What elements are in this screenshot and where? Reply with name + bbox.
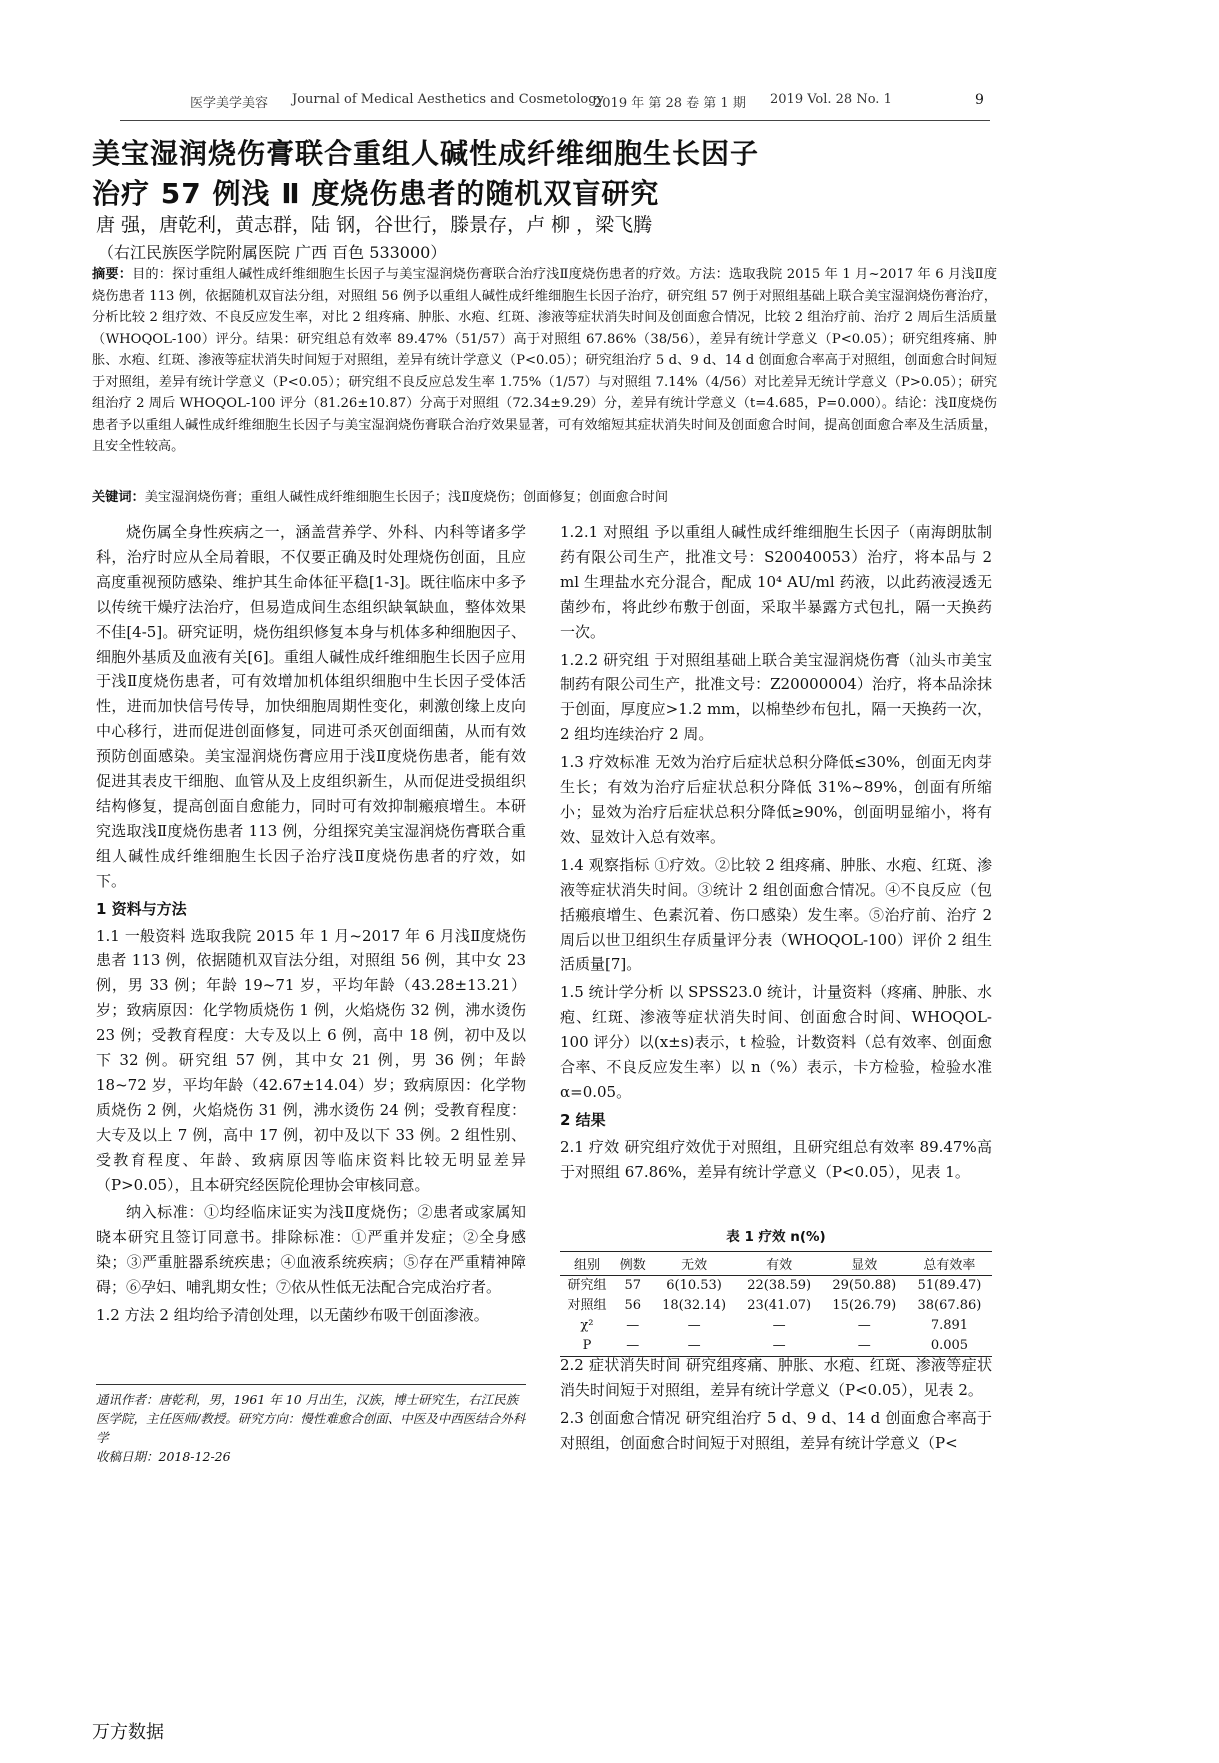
section-heading-results: 2 结果 (560, 1110, 606, 1129)
table-cell: — (772, 1318, 786, 1333)
table-header-cell: 组别 (573, 1258, 600, 1273)
right-column (560, 520, 992, 1188)
footnote (96, 1390, 526, 1466)
table-cell: — (857, 1318, 871, 1333)
table-cell: 22(38.59) (747, 1278, 812, 1293)
right-column-lower (560, 1353, 992, 1459)
table-row (560, 1296, 992, 1316)
efficacy-table (560, 1251, 992, 1357)
corresponding-author-note: 通讯作者：唐乾利，男，1961 年 10 月出生，汉族，博士研究生，右江民族医学院，主任医师/教授。研究方向：慢性难愈合创面、中医及中西医结合外科学 (96, 1392, 526, 1445)
table-header-cell: 例数 (619, 1258, 646, 1273)
table-cell: 38(67.86) (917, 1298, 982, 1313)
issue-en: 2019 Vol. 28 No. 1 (770, 92, 892, 107)
author-list: 唐 强，唐乾利，黄志群，陆 钢，谷世行，滕景存，卢 柳 ，梁飞腾 (96, 214, 653, 236)
paragraph-study-group: 1.2.2 研究组 于对照组基础上联合美宝湿润烧伤膏（汕头市美宝制药有限公司生产，批准文号：Z20000004）治疗，将本品涂抹于创面，厚度应>1.2 mm，以棉垫纱布包扎，隔一天换药一次，2 组均连续治疗 2 周。 (560, 650, 992, 744)
paragraph-efficacy-criteria: 1.3 疗效标准 无效为治疗后症状总积分降低≤30%，创面无肉芽生长；有效为治疗后症状总积分降低 31%~89%，创面有所缩小；显效为治疗后症状总积分降低≥90%，创面明显缩小，将有效、显效计入总有效率。 (560, 753, 992, 846)
table-header-cell: 有效 (766, 1258, 793, 1273)
paragraph-control-group: 1.2.1 对照组 予以重组人碱性成纤维细胞生长因子（南海朗肽制药有限公司生产，批准文号：S20040053）治疗，将本品与 2 ml 生理盐水充分混合，配成 10⁴ AU/ml 药液，以此药液浸透无菌纱布，将此纱布敷于创面，采取半暴露方式包扎，隔一天换药一次。 (560, 523, 992, 641)
section-heading-methods: 1 资料与方法 (96, 899, 187, 918)
paragraph-observation: 1.4 观察指标 ①疗效。②比较 2 组疼痛、肿胀、水疱、红斑、渗液等症状消失时间。③统计 2 组创面愈合情况。④不良反应（包括瘢痕增生、色素沉着、伤口感染）发生率。⑤治疗前、治疗 2 周后以世卫组织生存质量评分表（WHOQOL-100）评价 2 组生活质量[7]。 (560, 855, 992, 974)
table-cell: 18(32.14) (662, 1298, 727, 1313)
footer-brand: 万方数据 (92, 1722, 164, 1743)
abstract (92, 264, 997, 458)
affiliation: （右江民族医学院附属医院 广西 百色 533000） (98, 243, 447, 262)
table-cell: 研究组 (567, 1278, 607, 1293)
paragraph-statistics: 1.5 统计学分析 以 SPSS23.0 统计，计量资料（疼痛、肿胀、水疱、红斑、渗液等症状消失时间、创面愈合时间、WHOQOL-100 评分）以(x±s)表示，t 检验，计数资料（总有效率、创面愈合率、不良反应发生率）以 n（%）表示，卡方检验，检验水准 α=0.05。 (560, 983, 992, 1101)
table-cell: — (772, 1338, 786, 1353)
table-cell: 56 (624, 1298, 641, 1313)
table-cell: — (626, 1338, 640, 1353)
journal-name-en: Journal of Medical Aesthetics and Cosmetology (292, 92, 604, 107)
table-cell: 57 (624, 1278, 641, 1293)
paragraph-general-data: 1.1 一般资料 选取我院 2015 年 1 月~2017 年 6 月浅Ⅱ度烧伤患者 113 例，依据随机双盲法分组，对照组 56 例，其中女 23 例，男 33 例；年龄 19~71 岁，平均年龄（43.28±13.21）岁；致病原因：化学物质烧伤 1 例，火焰烧伤 32 例，沸水烫伤 23 例；受教育程度：大专及以上 6 例，高中 18 例，初中及以下 32 例。研究组 57 例，其中女 21 例，男 36 例；年龄 18~72 岁，平均年龄（42.67±14.04）岁；致病原因：化学物质烧伤 2 例，火焰烧伤 31 例，沸水烫伤 24 例；受教育程度：大专及以上 7 例，高中 17 例，初中及以下 33 例。2 组性别、受教育程度、年龄、致病原因等临床资料比较无明显差异（P>0.05），且本研究经医院伦理协会审核同意。 (96, 926, 526, 1194)
keywords (92, 488, 997, 508)
table-cell: P (582, 1338, 592, 1353)
keywords-text: 美宝湿润烧伤膏；重组人碱性成纤维细胞生长因子；浅Ⅱ度烧伤；创面修复；创面愈合时间 (144, 490, 669, 505)
header-rule (120, 120, 990, 121)
footnote-rule (96, 1384, 526, 1385)
table-row (560, 1316, 992, 1336)
table-cell: 6(10.53) (666, 1278, 722, 1293)
abstract-label: 摘要： (92, 267, 133, 282)
table-cell: 15(26.79) (832, 1298, 897, 1313)
table-caption: 表 1 疗效 n(%) (726, 1229, 826, 1245)
table-cell: 23(41.07) (747, 1298, 812, 1313)
paragraph-efficacy-result: 2.1 疗效 研究组疗效优于对照组，且研究组总有效率 89.47%高于对照组 67.86%，差异有统计学意义（P<0.05），见表 1。 (560, 1137, 992, 1181)
table-header-cell: 无效 (681, 1258, 708, 1273)
table-cell: 7.891 (930, 1318, 969, 1333)
intro-paragraph: 烧伤属全身性疾病之一，涵盖营养学、外科、内科等诸多学科，治疗时应从全局着眼，不仅要正确及时处理烧伤创面，且应高度重视预防感染、维护其生命体征平稳[1-3]。既往临床中多予以传统干燥疗法治疗，但易造成间生态组织缺氧缺血，整体效果不佳[4-5]。研究证明，烧伤组织修复本身与机体多种细胞因子、细胞外基质及血液有关[6]。重组人碱性成纤维细胞生长因子应用于浅Ⅱ度烧伤患者，可有效增加机体组织细胞中生长因子受体活性，进而加快信号传导，加快细胞周期性变化，刺激创缘上皮向中心移行，进而促进创面修复，同进可杀灭创面细菌，从而有效预防创面感染。美宝湿润烧伤膏应用于浅Ⅱ度烧伤患者，能有效促进其表皮干细胞、血管从及上皮组织新生，从而促进受损组织结构修复，提高创面自愈能力，同时可有效抑制瘢痕增生。本研究选取浅Ⅱ度烧伤患者 113 例，分组探究美宝湿润烧伤膏联合重组人碱性成纤维细胞生长因子治疗浅Ⅱ度烧伤患者的疗效，如下。 (96, 523, 526, 890)
keywords-label: 关键词： (92, 490, 145, 505)
table-header-cell: 总有效率 (923, 1258, 976, 1273)
table-cell: χ² (580, 1318, 594, 1333)
table-header-cell: 显效 (851, 1258, 878, 1273)
issue-cn: 2019 年 第 28 卷 第 1 期 (594, 96, 746, 111)
journal-name-cn: 医学美学美容 (190, 96, 269, 111)
table-1 (560, 1225, 992, 1357)
left-column (96, 520, 526, 1331)
received-date: 收稿日期：2018-12-26 (96, 1449, 231, 1464)
table-cell: — (857, 1338, 871, 1353)
abstract-text: 目的：探讨重组人碱性成纤维细胞生长因子与美宝湿润烧伤膏联合治疗浅Ⅱ度烧伤患者的疗效。方法：选取我院 2015 年 1 月~2017 年 6 月浅Ⅱ度烧伤患者 113 例，依据随机双盲法分组，对照组 56 例予以重组人碱性成纤维细胞生长因子治疗，研究组 57 例于对照组基础上联合美宝湿润烧伤膏治疗，分析比较 2 组疗效、不良反应发生率，对比 2 组疼痛、肿胀、水疱、红斑、渗液等症状消失时间及创面愈合情况，比较 2 组治疗前、治疗 2 周后生活质量（WHOQOL-100）评分。结果：研究组总有效率 89.47%（51/57）高于对照组 67.86%（38/56），差异有统计学意义（P<0.05）；研究组疼痛、肿胀、水疱、红斑、渗液等症状消失时间短于对照组，差异有统计学意义（P<0.05）；研究组治疗 5 d、9 d、14 d 创面愈合率高于对照组，创面愈合时间短于对照组，差异有统计学意义（P<0.05）；研究组不良反应总发生率 1.75%（1/57）与对照组 7.14%（4/56）对比差异无统计学意义（P>0.05）；研究组治疗 2 周后 WHOQOL-100 评分（81.26±10.87）分高于对照组（72.34±9.29）分，差异有统计学意义（t=4.685，P=0.000）。结论：浅Ⅱ度烧伤患者予以重组人碱性成纤维细胞生长因子与美宝湿润烧伤膏联合治疗效果显著，可有效缩短其症状消失时间及创面愈合时间，提高创面愈合率及生活质量，且安全性较高。 (92, 267, 998, 454)
article-title-line1: 美宝湿润烧伤膏联合重组人碱性成纤维细胞生长因子 (92, 137, 760, 170)
table-cell: 对照组 (567, 1298, 607, 1313)
article-title-line2: 治疗 57 例浅 Ⅱ 度烧伤患者的随机双盲研究 (92, 177, 660, 210)
table-cell: 51(89.47) (917, 1278, 982, 1293)
running-header (190, 92, 990, 116)
table-cell: — (687, 1338, 701, 1353)
table-row (560, 1276, 992, 1297)
page-number: 9 (975, 92, 984, 108)
table-cell: 29(50.88) (832, 1278, 897, 1293)
paragraph-healing-result: 2.3 创面愈合情况 研究组治疗 5 d、9 d、14 d 创面愈合率高于对照组，创面愈合时间短于对照组，差异有统计学意义（P< (560, 1408, 992, 1452)
paragraph-symptom-result: 2.2 症状消失时间 研究组疼痛、肿胀、水疱、红斑、渗液等症状消失时间短于对照组，差异有统计学意义（P<0.05），见表 2。 (560, 1356, 992, 1399)
table-cell: — (687, 1318, 701, 1333)
paragraph-criteria: 纳入标准：①均经临床证实为浅Ⅱ度烧伤；②患者或家属知晓本研究且签订同意书。排除标准：①严重并发症；②全身感染；③严重脏器系统疾患；④血液系统疾病；⑤存在严重精神障碍；⑥孕妇、哺乳期女性；⑦依从性低无法配合完成治疗者。 (96, 1203, 526, 1297)
table-cell: 0.005 (930, 1338, 969, 1353)
paragraph-methods: 1.2 方法 2 组均给予清创处理，以无菌纱布吸干创面渗液。 (96, 1306, 489, 1325)
table-header-row (560, 1252, 992, 1276)
table-cell: — (626, 1318, 640, 1333)
